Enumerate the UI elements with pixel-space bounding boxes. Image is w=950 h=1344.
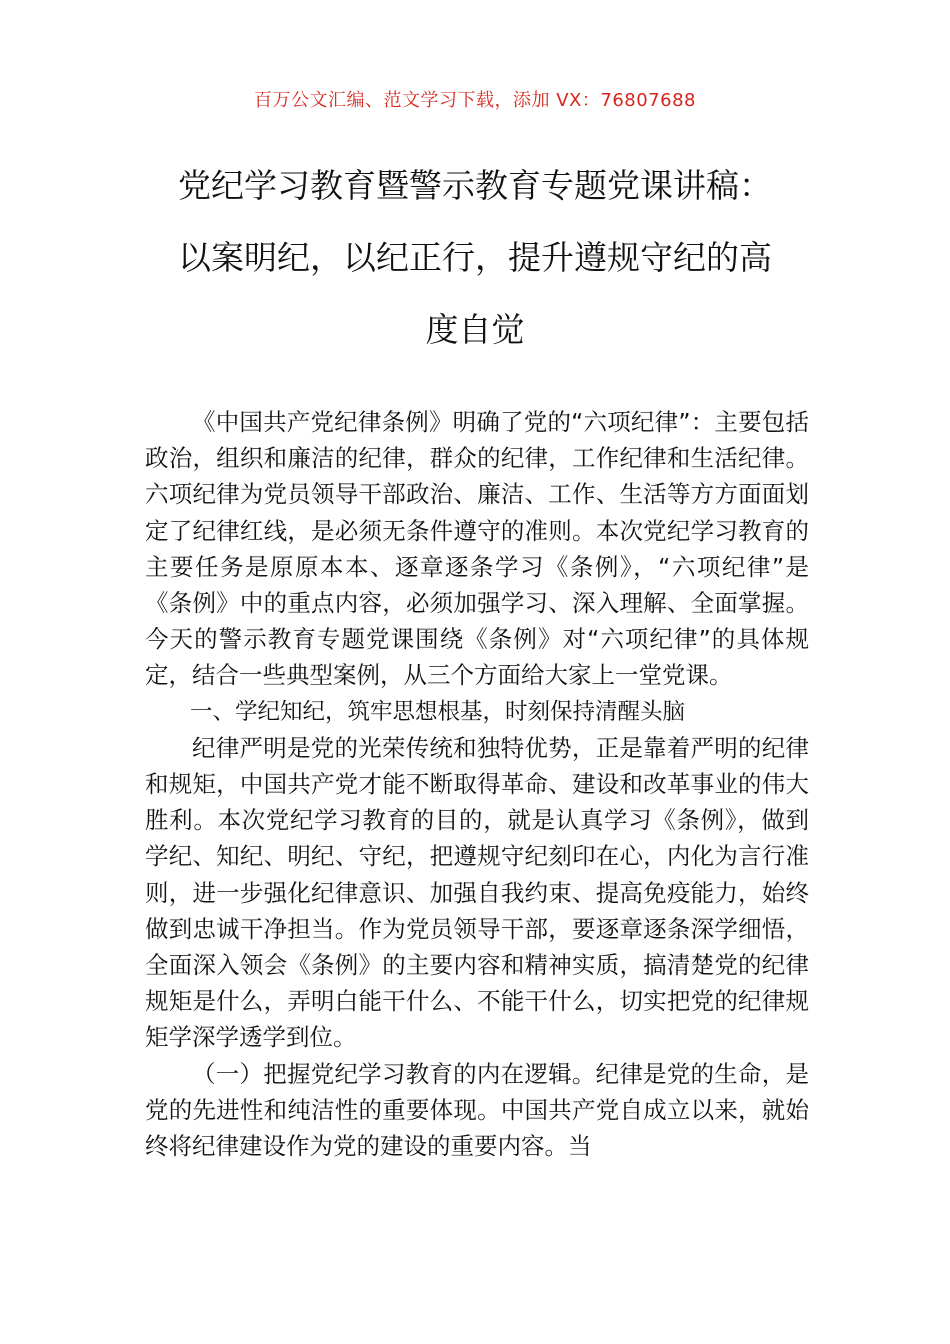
document-title: [130, 150, 820, 366]
paragraph-section-1: 纪律严明是党的光荣传统和独特优势，正是靠着严明的纪律和规矩，中国共产党才能不断取得革命、建设和改革事业的伟大胜利。本次党纪学习教育的目的，就是认真学习《条例》，做到学纪、知纪、明纪、守纪，把遵规守纪刻印在心，内化为言行准则，进一步强化纪律意识、加强自我约束、提高免疫能力，始终做到忠诚干净担当。作为党员领导干部，要逐章逐条深学细悟，全面深入领会《条例》的主要内容和精神实质，搞清楚党的纪律规矩是什么，弄明白能干什么、不能干什么，切实把党的纪律规矩学深学透学到位。: [145, 733, 809, 1052]
title-line-3: 度自觉: [425, 310, 525, 349]
document-body: [145, 404, 809, 1164]
paragraph-subsection-1: （一）把握党纪学习教育的内在逻辑。纪律是党的生命，是党的先进性和纯洁性的重要体现。中国共产党自成立以来，就始终将纪律建设作为党的建设的重要内容。当: [145, 1059, 809, 1161]
title-line-2: 以案明纪，以纪正行，提升遵规守纪的高: [178, 238, 772, 277]
paragraph-intro: 《中国共产党纪律条例》明确了党的“六项纪律”：主要包括政治，组织和廉洁的纪律，群众的纪律，工作纪律和生活纪律。六项纪律为党员领导干部政治、廉洁、工作、生活等方方面面划定了纪律红线，是必须无条件遵守的准则。本次党纪学习教育的主要任务是原原本本、逐章逐条学习《条例》，“六项纪律”是《条例》中的重点内容，必须加强学习、深入理解、全面掌握。今天的警示教育专题党课围绕《条例》对“六项纪律”的具体规定，结合一些典型案例，从三个方面给大家上一堂党课。: [145, 408, 809, 690]
title-line-1: 党纪学习教育暨警示教育专题党课讲稿：: [178, 166, 772, 205]
section-heading-1: 一、学纪知纪，筑牢思想根基，时刻保持清醒头脑: [190, 698, 686, 725]
header-note: 百万公文汇编、范文学习下载，添加 VX：76807688: [254, 90, 696, 111]
